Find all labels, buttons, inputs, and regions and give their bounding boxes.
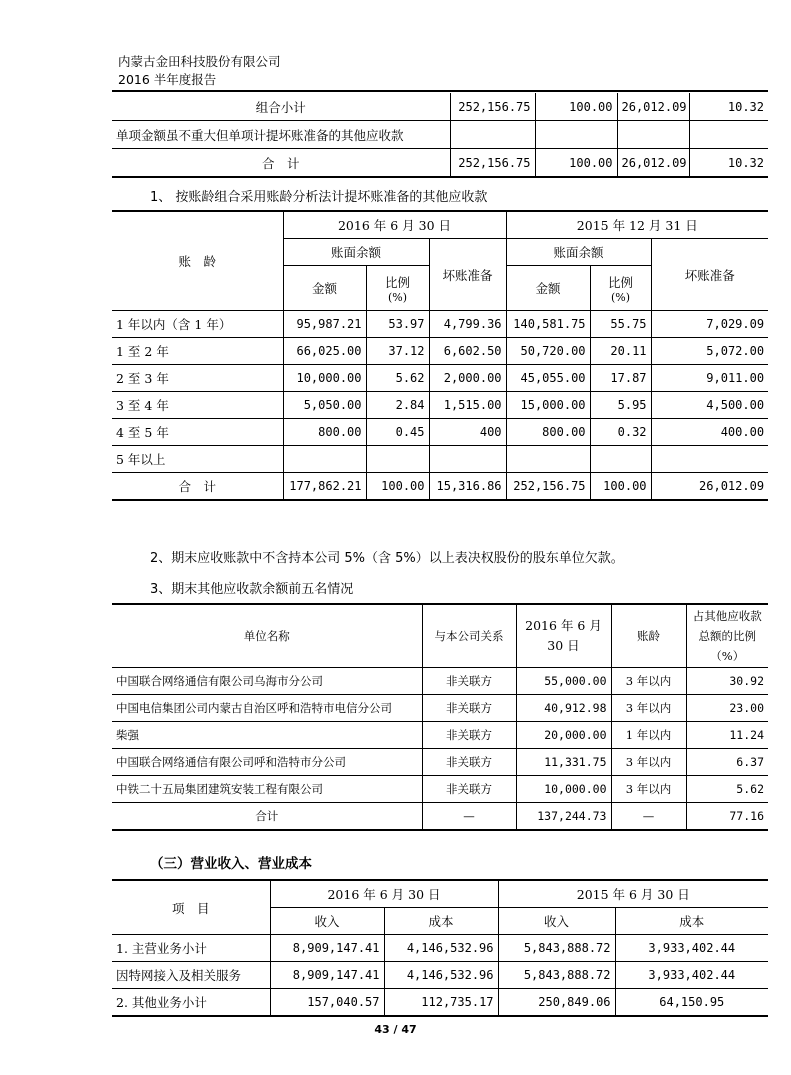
cell-value: 400.00: [651, 419, 768, 446]
age-label: 5 年以上: [112, 446, 283, 473]
page-number: 43 / 47: [374, 1023, 417, 1036]
ratio-label: 比例: [608, 274, 634, 290]
cell-value: 800.00: [283, 419, 366, 446]
cell-value: 50,720.00: [506, 338, 590, 365]
company-name: 内蒙古金田科技股份有限公司: [118, 54, 281, 69]
percent-header: 占其他应收款总额的比例（%）: [686, 604, 768, 668]
table-row-total: [112, 803, 768, 831]
cell-value: 4,146,532.96: [384, 962, 498, 989]
age-label: 4 至 5 年: [112, 419, 283, 446]
cell-value: 100.00: [535, 149, 617, 178]
cell-value: 252,156.75: [450, 149, 535, 178]
relation: 非关联方: [422, 776, 516, 803]
unit-name: 柴强: [112, 722, 422, 749]
table-row: [112, 935, 768, 962]
date-header: 2016 年 6 月 30 日: [516, 604, 611, 668]
cost-header: 成本: [384, 908, 498, 935]
cell-value: 112,735.17: [384, 989, 498, 1017]
cell-value: 5.62: [366, 365, 429, 392]
amount: 11,331.75: [516, 749, 611, 776]
cell-value: 6,602.50: [429, 338, 506, 365]
period2-header: 2015 年 12 月 31 日: [506, 211, 768, 239]
cell-value: 8,909,147.41: [270, 962, 384, 989]
cell-value: 4,799.36: [429, 311, 506, 338]
percent: 5.62: [686, 776, 768, 803]
cell-value: 3,933,402.44: [615, 962, 768, 989]
cell-value: 15,000.00: [506, 392, 590, 419]
ratio-unit: (%): [611, 290, 631, 304]
unit-name: 中国电信集团公司内蒙古自治区呼和浩特市电信分公司: [112, 695, 422, 722]
relation: 非关联方: [422, 749, 516, 776]
top-five-receivables-table: [112, 603, 768, 831]
report-title: 2016 半年度报告: [118, 72, 217, 87]
cell-value: [535, 121, 617, 149]
percent: 6.37: [686, 749, 768, 776]
cell-value: 66,025.00: [283, 338, 366, 365]
cell-value: 100.00: [590, 473, 651, 501]
table-row: [112, 989, 768, 1017]
cell-value: 400: [429, 419, 506, 446]
age-label: 3 至 4 年: [112, 392, 283, 419]
cell-value: 100.00: [366, 473, 429, 501]
unit-name: 中国联合网络通信有限公司乌海市分公司: [112, 668, 422, 695]
table-row: [112, 392, 768, 419]
header-rule: [112, 90, 768, 92]
note-3: 3、期末其他应收款余额前五名情况: [150, 582, 354, 597]
cell-value: 250,849.06: [498, 989, 615, 1017]
age-label: 2 至 3 年: [112, 365, 283, 392]
cell-value: 8,909,147.41: [270, 935, 384, 962]
table-row: [112, 695, 768, 722]
table-row: [112, 93, 768, 121]
amount: 55,000.00: [516, 668, 611, 695]
age: —: [611, 803, 686, 831]
cell-value: 15,316.86: [429, 473, 506, 501]
age: 1 年以内: [611, 722, 686, 749]
cell-value: 9,011.00: [651, 365, 768, 392]
cell-value: 10.32: [689, 149, 768, 178]
cell-value: 10,000.00: [283, 365, 366, 392]
table-row: [112, 722, 768, 749]
period1-header: 2016 年 6 月 30 日: [283, 211, 506, 239]
period1-header: 2016 年 6 月 30 日: [270, 880, 498, 908]
cell-value: 26,012.09: [617, 149, 689, 178]
amount: 40,912.98: [516, 695, 611, 722]
item-header: 项 目: [112, 880, 270, 935]
age-label: 1 至 2 年: [112, 338, 283, 365]
cell-value: 55.75: [590, 311, 651, 338]
aging-table: [112, 210, 768, 501]
cell-value: [617, 121, 689, 149]
row-label: 组合小计: [112, 93, 450, 121]
cell-value: 800.00: [506, 419, 590, 446]
cell-value: 0.32: [590, 419, 651, 446]
amount-header: 金额: [283, 266, 366, 311]
cell-value: [429, 446, 506, 473]
percent: 30.92: [686, 668, 768, 695]
row-label: 单项金额虽不重大但单项计提坏账准备的其他应收款: [112, 121, 450, 149]
age-header: 账龄: [611, 604, 686, 668]
cell-value: 20.11: [590, 338, 651, 365]
section1-title: 1、 按账龄组合采用账龄分析法计提坏账准备的其他应收款: [150, 190, 488, 205]
cell-value: 5,072.00: [651, 338, 768, 365]
cell-value: 2,000.00: [429, 365, 506, 392]
cell-value: [450, 121, 535, 149]
row-label: 合 计: [112, 149, 450, 178]
item-label: 2. 其他业务小计: [112, 989, 270, 1017]
table-row: [112, 776, 768, 803]
age: 3 年以内: [611, 668, 686, 695]
cell-value: 252,156.75: [450, 93, 535, 121]
item-label: 1. 主营业务小计: [112, 935, 270, 962]
percent: 23.00: [686, 695, 768, 722]
cell-value: [283, 446, 366, 473]
cell-value: 140,581.75: [506, 311, 590, 338]
table-row: [112, 365, 768, 392]
cell-value: 1,515.00: [429, 392, 506, 419]
cell-value: 5,050.00: [283, 392, 366, 419]
bad-debt-header: 坏账准备: [651, 239, 768, 311]
cell-value: 100.00: [535, 93, 617, 121]
percent: 11.24: [686, 722, 768, 749]
table-row: [112, 419, 768, 446]
income-header: 收入: [498, 908, 615, 935]
cell-value: 4,146,532.96: [384, 935, 498, 962]
cell-value: 157,040.57: [270, 989, 384, 1017]
cell-value: 3,933,402.44: [615, 935, 768, 962]
age-label: 1 年以内（含 1 年）: [112, 311, 283, 338]
unit-name: 中铁二十五局集团建筑安装工程有限公司: [112, 776, 422, 803]
book-balance-header: 账面余额: [506, 239, 651, 266]
revenue-cost-table: [112, 879, 768, 1017]
cell-value: 4,500.00: [651, 392, 768, 419]
percent: 77.16: [686, 803, 768, 831]
receivables-summary-table: [112, 93, 768, 178]
cell-value: 53.97: [366, 311, 429, 338]
cell-value: 177,862.21: [283, 473, 366, 501]
ratio-label: 比例: [384, 274, 410, 290]
unit-name: 中国联合网络通信有限公司呼和浩特市分公司: [112, 749, 422, 776]
cell-value: 5,843,888.72: [498, 935, 615, 962]
ratio-header: [366, 266, 429, 311]
cell-value: 7,029.09: [651, 311, 768, 338]
relation: 非关联方: [422, 668, 516, 695]
cell-value: 45,055.00: [506, 365, 590, 392]
cell-value: [506, 446, 590, 473]
cell-value: 5.95: [590, 392, 651, 419]
cost-header: 成本: [615, 908, 768, 935]
cell-value: [651, 446, 768, 473]
cell-value: 0.45: [366, 419, 429, 446]
table-row: [112, 338, 768, 365]
amount: 20,000.00: [516, 722, 611, 749]
section3-title: （三）营业收入、营业成本: [150, 856, 312, 872]
cell-value: 26,012.09: [651, 473, 768, 501]
amount: 10,000.00: [516, 776, 611, 803]
cell-value: [590, 446, 651, 473]
ratio-unit: (%): [387, 290, 408, 304]
unit-name-header: 单位名称: [112, 604, 422, 668]
cell-value: [689, 121, 768, 149]
table-row: [112, 121, 768, 149]
table-row-total: [112, 473, 768, 501]
book-balance-header: 账面余额: [283, 239, 429, 266]
cell-value: 26,012.09: [617, 93, 689, 121]
bad-debt-header: 坏账准备: [429, 239, 506, 311]
relation: 非关联方: [422, 722, 516, 749]
income-header: 收入: [270, 908, 384, 935]
total-label: 合 计: [112, 473, 283, 501]
age: 3 年以内: [611, 695, 686, 722]
cell-value: 2.84: [366, 392, 429, 419]
table-row: [112, 446, 768, 473]
amount: 137,244.73: [516, 803, 611, 831]
period2-header: 2015 年 6 月 30 日: [498, 880, 768, 908]
table-row: [112, 311, 768, 338]
table-row: [112, 149, 768, 178]
cell-value: 10.32: [689, 93, 768, 121]
cell-value: 5,843,888.72: [498, 962, 615, 989]
cell-value: 17.87: [590, 365, 651, 392]
cell-value: 37.12: [366, 338, 429, 365]
relation-header: 与本公司关系: [422, 604, 516, 668]
age-header: 账 龄: [112, 211, 283, 311]
relation: 非关联方: [422, 695, 516, 722]
cell-value: [366, 446, 429, 473]
table-row: [112, 749, 768, 776]
amount-header: 金额: [506, 266, 590, 311]
age: 3 年以内: [611, 749, 686, 776]
cell-value: 95,987.21: [283, 311, 366, 338]
note-2: 2、期末应收账款中不含持本公司 5%（含 5%）以上表决权股份的股东单位欠款。: [150, 551, 624, 566]
age: 3 年以内: [611, 776, 686, 803]
total-label: 合计: [112, 803, 422, 831]
cell-value: 64,150.95: [615, 989, 768, 1017]
table-row: [112, 668, 768, 695]
relation: —: [422, 803, 516, 831]
ratio-header: [590, 266, 651, 311]
item-label: 因特网接入及相关服务: [112, 962, 270, 989]
cell-value: 252,156.75: [506, 473, 590, 501]
table-row: [112, 962, 768, 989]
